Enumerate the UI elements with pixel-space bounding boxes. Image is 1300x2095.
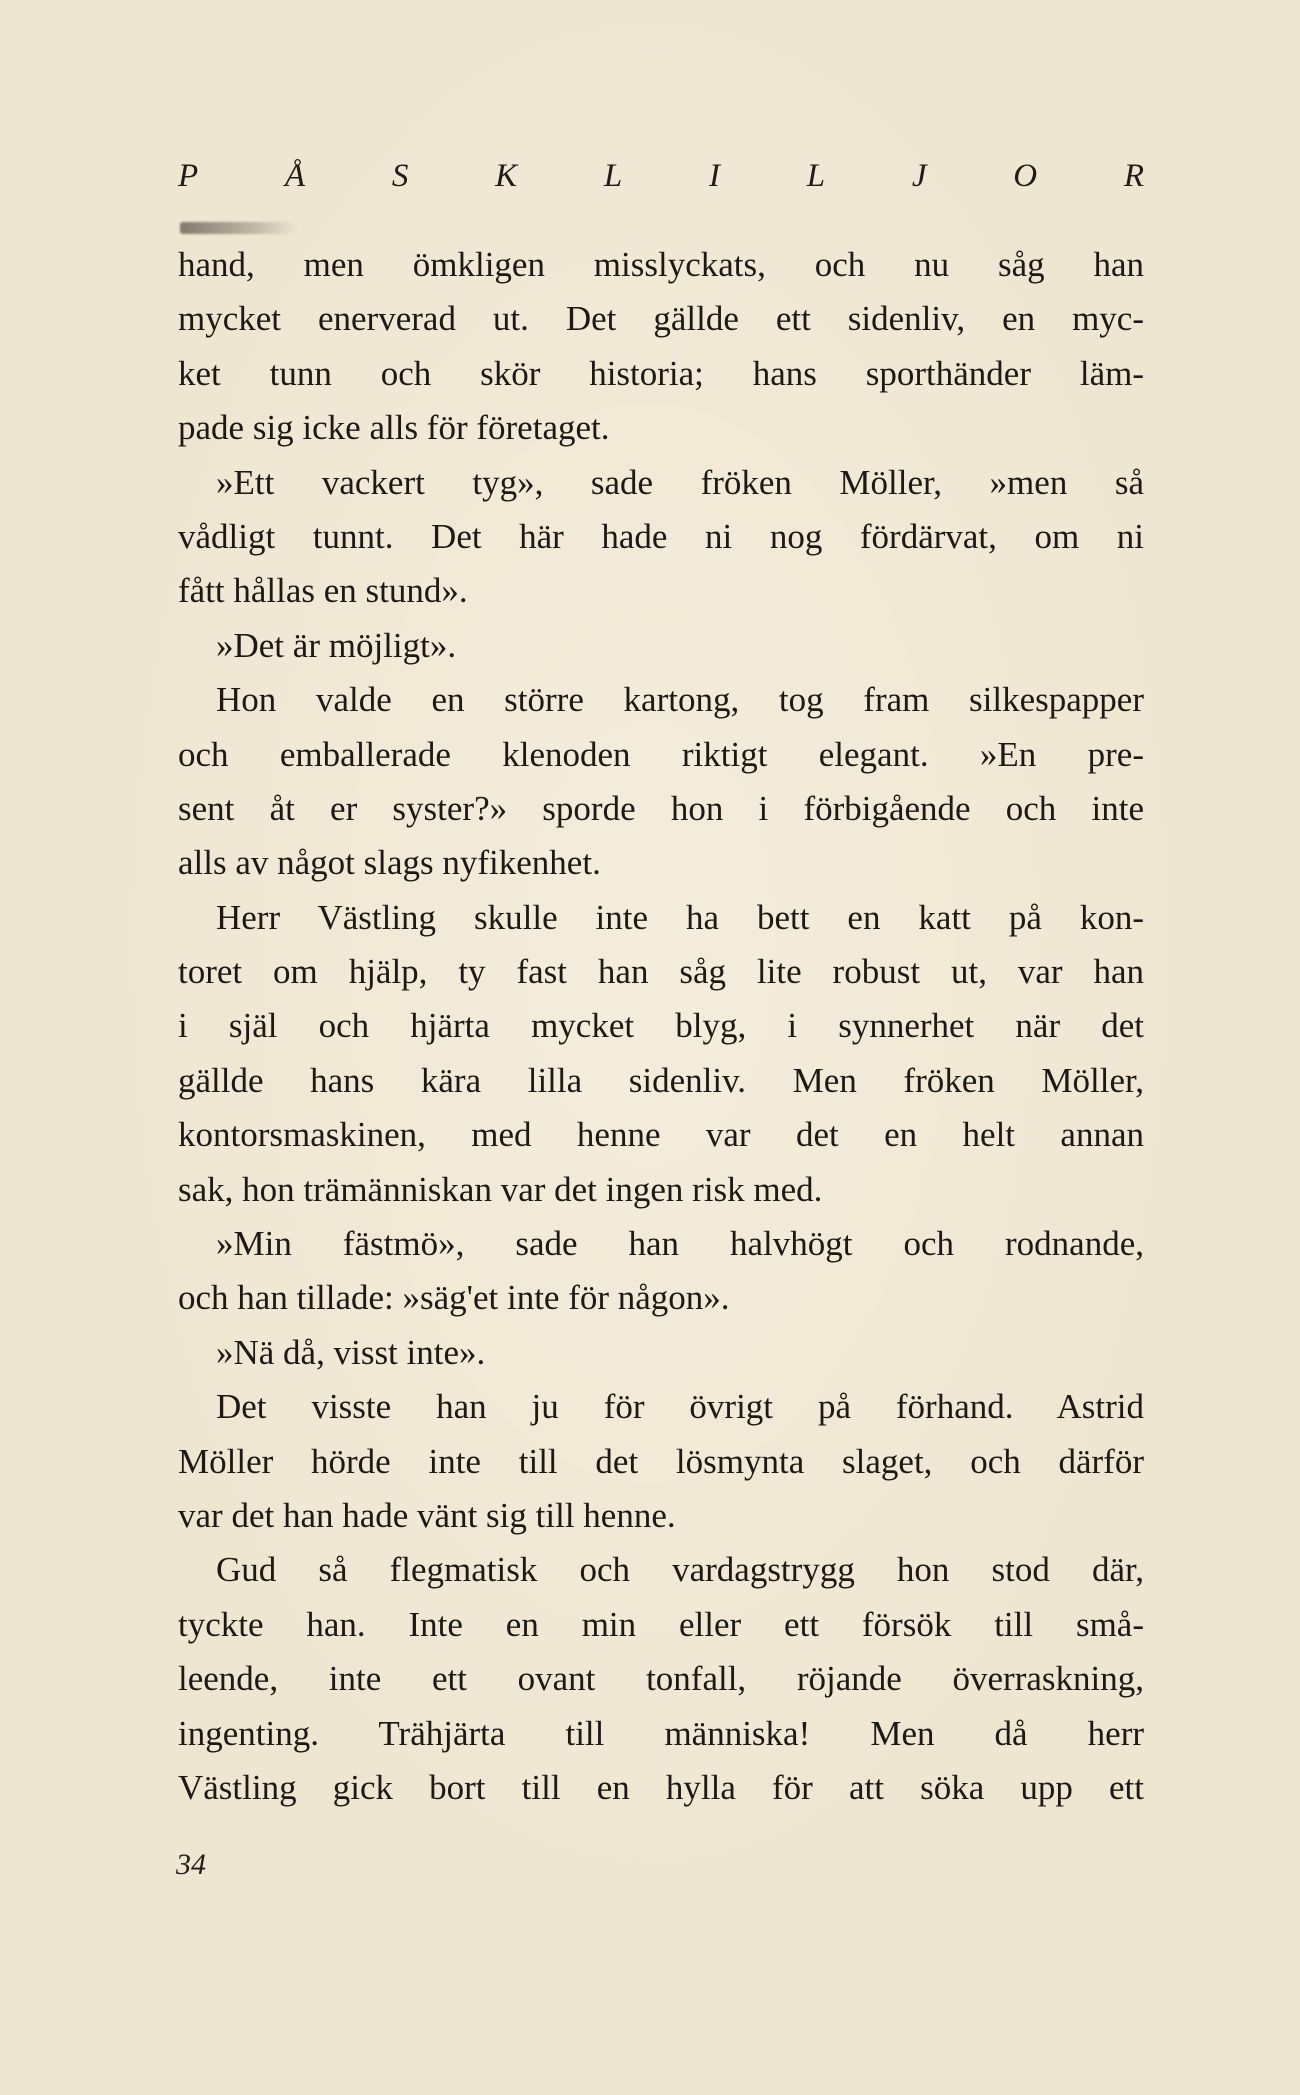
text-line: sak, hon trämänniskan var det ingen risk med.: [178, 1169, 823, 1209]
text-line: »Ett vackert tyg», sade fröken Möller, »men så: [216, 462, 1144, 502]
text-line: Herr Västling skulle inte ha bett en katt på kon-: [216, 897, 1144, 937]
header-letter: I: [708, 158, 720, 194]
header-letter: Å: [284, 158, 306, 194]
text-line: sent åt er syster?» sporde hon i förbigående och inte: [178, 788, 1144, 828]
text-line: toret om hjälp, ty fast han såg lite robust ut, var han: [178, 952, 1144, 992]
ink-smudge: [180, 222, 298, 234]
header-letter: P: [178, 158, 199, 194]
text-line: mycket enerverad ut. Det gällde ett sidenliv, en myc-: [178, 299, 1144, 339]
header-letter: O: [1013, 158, 1038, 194]
text-line: och han tillade: »säg'et inte för någon».: [178, 1278, 730, 1318]
text-line: vådligt tunnt. Det här hade ni nog fördärvat, om ni: [178, 516, 1144, 556]
text-line: tyckte han. Inte en min eller ett försök till små-: [178, 1604, 1144, 1644]
header-letter: S: [391, 158, 409, 194]
text-line: och emballerade klenoden riktigt elegant. »En pre-: [178, 734, 1144, 774]
text-line: alls av något slags nyfikenhet.: [178, 843, 601, 883]
text-line: fått hållas en stund».: [178, 571, 468, 611]
page-number: 34: [176, 1848, 206, 1881]
text-line: hand, men ömkligen misslyckats, och nu såg han: [178, 245, 1144, 284]
text-line: »Nä då, visst inte».: [216, 1332, 486, 1372]
running-header: [178, 158, 1144, 195]
text-line: ket tunn och skör historia; hans sporthänder läm-: [178, 353, 1144, 393]
text-line: Hon valde en större kartong, tog fram silkespapper: [216, 680, 1144, 720]
text-line: »Min fästmö», sade han halvhögt och rodnande,: [216, 1224, 1144, 1264]
header-letter: J: [911, 158, 927, 194]
text-line: kontorsmaskinen, med henne var det en helt annan: [178, 1115, 1144, 1155]
text-line: Gud så flegmatisk och vardagstrygg hon stod där,: [216, 1550, 1144, 1590]
text-line: Det visste han ju för övrigt på förhand. Astrid: [216, 1387, 1144, 1427]
text-line: i själ och hjärta mycket blyg, i synnerhet när det: [178, 1006, 1144, 1046]
text-line: »Det är möjligt».: [216, 625, 457, 665]
text-line: ingenting. Trähjärta till människa! Men då herr: [178, 1713, 1144, 1753]
text-line: pade sig icke alls för företaget.: [178, 408, 610, 448]
header-letter: L: [806, 158, 826, 194]
header-letter: K: [495, 158, 518, 194]
text-line: leende, inte ett ovant tonfall, röjande överraskning,: [178, 1659, 1144, 1699]
text-line: Västling gick bort till en hylla för att söka upp ett: [178, 1767, 1144, 1807]
text-line: var det han hade vänt sig till henne.: [178, 1495, 676, 1535]
text-line: gällde hans kära lilla sidenliv. Men fröken Möller,: [178, 1060, 1144, 1100]
body-text: [178, 238, 1144, 1815]
header-letter: R: [1123, 158, 1144, 194]
text-line: Möller hörde inte till det lösmynta slaget, och därför: [178, 1441, 1144, 1481]
header-letter: L: [603, 158, 623, 194]
